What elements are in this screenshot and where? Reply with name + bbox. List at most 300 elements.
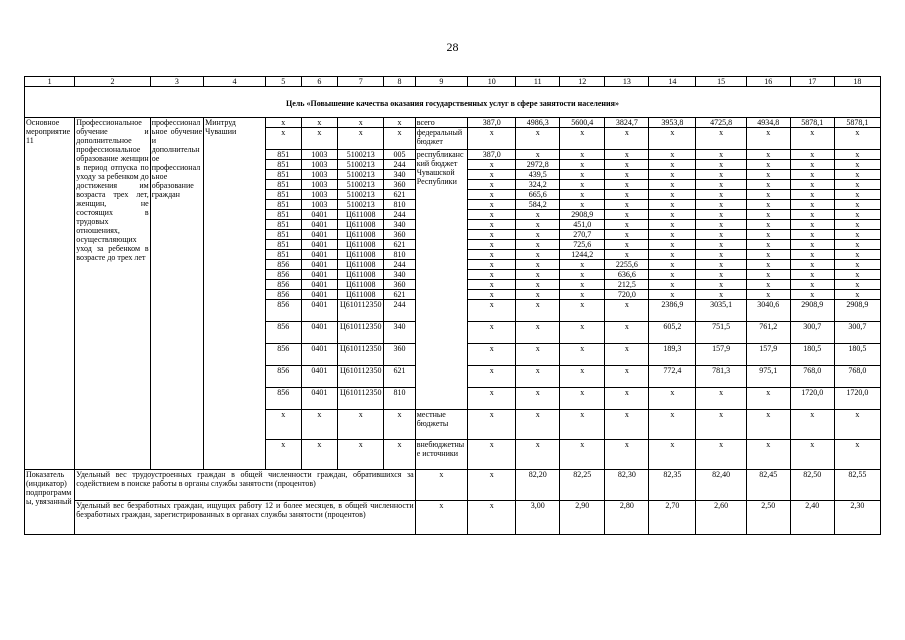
value-cell: х xyxy=(516,344,560,366)
expense-type-cell: 340 xyxy=(384,220,415,230)
value-cell: х xyxy=(746,280,790,290)
value-cell: х xyxy=(605,190,649,200)
value-cell: х xyxy=(605,220,649,230)
value-cell: х xyxy=(649,210,696,220)
header-cell: 11 xyxy=(516,77,560,87)
section-cell: 1003 xyxy=(301,150,338,160)
value-cell: х xyxy=(696,210,746,220)
value-cell: х xyxy=(468,410,516,440)
value-cell: х xyxy=(468,280,516,290)
value-cell: х xyxy=(468,180,516,190)
value-cell: х xyxy=(696,200,746,210)
value-cell: х xyxy=(516,230,560,240)
expense-type-cell: 244 xyxy=(384,160,415,170)
value-cell: х xyxy=(834,200,880,210)
expense-type-cell: 005 xyxy=(384,150,415,160)
header-cell: 6 xyxy=(301,77,338,87)
value-cell: х xyxy=(560,150,605,160)
section-cell: х xyxy=(301,410,338,440)
header-cell: 18 xyxy=(834,77,880,87)
value-cell: 439,5 xyxy=(516,170,560,180)
value-cell: 3953,8 xyxy=(649,118,696,128)
section-cell: 0401 xyxy=(301,270,338,280)
value-cell: х xyxy=(560,344,605,366)
value-cell: 300,7 xyxy=(834,322,880,344)
header-cell: 13 xyxy=(605,77,649,87)
target-article-cell: 5100213 xyxy=(338,190,384,200)
value-cell: 665,6 xyxy=(516,190,560,200)
indicator-value: 2,80 xyxy=(605,501,649,535)
value-cell: 768,0 xyxy=(834,366,880,388)
value-cell: х xyxy=(560,170,605,180)
value-cell: х xyxy=(790,200,834,210)
value-cell: х xyxy=(649,260,696,270)
header-cell: 3 xyxy=(150,77,203,87)
value-cell: х xyxy=(560,300,605,322)
target-article-cell: Ц611008 xyxy=(338,260,384,270)
value-cell: х xyxy=(516,128,560,150)
value-cell: х xyxy=(649,220,696,230)
funding-source: республиканский бюджет Чувашской Республики xyxy=(415,150,467,410)
funding-source: внебюджетные источники xyxy=(415,440,467,470)
value-cell: х xyxy=(649,270,696,280)
value-cell: х xyxy=(560,128,605,150)
value-cell: х xyxy=(516,290,560,300)
value-cell: х xyxy=(468,160,516,170)
value-cell: 387,0 xyxy=(468,150,516,160)
grbs-cell: 851 xyxy=(265,230,301,240)
target-article-cell: 5100213 xyxy=(338,160,384,170)
section-cell: 1003 xyxy=(301,160,338,170)
value-cell: х xyxy=(696,150,746,160)
value-cell: 157,9 xyxy=(696,344,746,366)
section-cell: 0401 xyxy=(301,322,338,344)
section-cell: 0401 xyxy=(301,344,338,366)
section-cell: 0401 xyxy=(301,290,338,300)
value-cell: х xyxy=(790,150,834,160)
value-cell: х xyxy=(834,210,880,220)
value-cell: х xyxy=(696,180,746,190)
expense-type-cell: х xyxy=(384,118,415,128)
expense-type-cell: х xyxy=(384,440,415,470)
section-cell: 0401 xyxy=(301,366,338,388)
value-cell: х xyxy=(746,230,790,240)
value-cell: 387,0 xyxy=(468,118,516,128)
value-cell: х xyxy=(468,322,516,344)
grbs-cell: 851 xyxy=(265,250,301,260)
target-article-cell: 5100213 xyxy=(338,200,384,210)
value-cell: 451,0 xyxy=(560,220,605,230)
goal-row xyxy=(25,87,881,118)
value-cell: х xyxy=(516,388,560,410)
value-cell: 180,5 xyxy=(790,344,834,366)
value-cell: 2908,9 xyxy=(790,300,834,322)
expense-type-cell: 360 xyxy=(384,230,415,240)
header-cell: 15 xyxy=(696,77,746,87)
value-cell: х xyxy=(746,180,790,190)
value-cell: х xyxy=(834,410,880,440)
value-cell: х xyxy=(468,260,516,270)
value-cell: х xyxy=(605,250,649,260)
expense-type-cell: 810 xyxy=(384,388,415,410)
header-cell: 9 xyxy=(415,77,467,87)
indicator-value: 2,70 xyxy=(649,501,696,535)
target-article-cell: 5100213 xyxy=(338,180,384,190)
value-cell: х xyxy=(790,240,834,250)
value-cell: х xyxy=(605,150,649,160)
goal-title: Цель «Повышение качества оказания государственных услуг в сфере занятости населения» xyxy=(25,87,881,118)
value-cell: х xyxy=(790,290,834,300)
value-cell: 761,2 xyxy=(746,322,790,344)
indicator-text: Удельный вес безработных граждан, ищущих работу 12 и более месяцев, в общей численности безработных граждан, зарегистрированных в органах службы занятости (процентов) xyxy=(75,501,415,535)
value-cell: х xyxy=(790,270,834,280)
value-cell: х xyxy=(834,290,880,300)
value-cell: х xyxy=(790,160,834,170)
value-cell: х xyxy=(649,240,696,250)
header-cell: 1 xyxy=(25,77,75,87)
header-cell: 10 xyxy=(468,77,516,87)
section-cell: 1003 xyxy=(301,170,338,180)
value-cell: х xyxy=(746,240,790,250)
section-cell: 1003 xyxy=(301,200,338,210)
value-cell: х xyxy=(649,250,696,260)
value-cell: 584,2 xyxy=(516,200,560,210)
section-cell: 0401 xyxy=(301,250,338,260)
indicator-cell: х xyxy=(415,501,467,535)
value-cell: х xyxy=(696,190,746,200)
expense-type-cell: 340 xyxy=(384,270,415,280)
value-cell: х xyxy=(834,280,880,290)
value-cell: 2255,6 xyxy=(605,260,649,270)
value-cell: х xyxy=(834,190,880,200)
grbs-cell: 851 xyxy=(265,180,301,190)
value-cell: х xyxy=(649,190,696,200)
value-cell: 4934,8 xyxy=(746,118,790,128)
value-cell: 4725,8 xyxy=(696,118,746,128)
value-cell: х xyxy=(790,220,834,230)
value-cell: х xyxy=(605,388,649,410)
indicator-value: 2,60 xyxy=(696,501,746,535)
value-cell: х xyxy=(468,230,516,240)
value-cell: х xyxy=(649,170,696,180)
expense-type-cell: 244 xyxy=(384,260,415,270)
value-cell: х xyxy=(696,160,746,170)
target-article-cell: Ц611008 xyxy=(338,210,384,220)
value-cell: х xyxy=(468,344,516,366)
value-cell: х xyxy=(516,250,560,260)
value-cell: 5878,1 xyxy=(790,118,834,128)
value-cell: х xyxy=(468,190,516,200)
value-cell: х xyxy=(468,250,516,260)
event-executor: Минтруд Чувашии xyxy=(204,118,266,470)
value-cell: 270,7 xyxy=(560,230,605,240)
value-cell: х xyxy=(746,128,790,150)
funding-source: федеральный бюджет xyxy=(415,128,467,150)
value-cell: х xyxy=(790,180,834,190)
expense-type-cell: 360 xyxy=(384,280,415,290)
value-cell: х xyxy=(834,150,880,160)
value-cell: х xyxy=(746,260,790,270)
value-cell: х xyxy=(746,270,790,280)
value-cell: х xyxy=(605,410,649,440)
value-cell: х xyxy=(696,290,746,300)
value-cell: х xyxy=(560,180,605,190)
value-cell: х xyxy=(605,440,649,470)
header-cell: 7 xyxy=(338,77,384,87)
value-cell: х xyxy=(746,440,790,470)
value-cell: х xyxy=(746,200,790,210)
grbs-cell: 856 xyxy=(265,388,301,410)
value-cell: х xyxy=(649,160,696,170)
value-cell: х xyxy=(649,440,696,470)
grbs-cell: х xyxy=(265,440,301,470)
expense-type-cell: 810 xyxy=(384,200,415,210)
grbs-cell: 851 xyxy=(265,200,301,210)
value-cell: х xyxy=(696,230,746,240)
value-cell: х xyxy=(468,170,516,180)
indicator-value: 82,25 xyxy=(560,470,605,501)
header-row xyxy=(25,77,881,87)
grbs-cell: 856 xyxy=(265,322,301,344)
indicator-cell: х xyxy=(415,470,467,501)
expense-type-cell: 360 xyxy=(384,180,415,190)
value-cell: х xyxy=(790,250,834,260)
value-cell: х xyxy=(790,190,834,200)
value-cell: х xyxy=(560,366,605,388)
table-body xyxy=(25,77,881,535)
value-cell: х xyxy=(790,440,834,470)
grbs-cell: 851 xyxy=(265,190,301,200)
table-row xyxy=(25,118,881,128)
section-cell: 0401 xyxy=(301,210,338,220)
value-cell: 605,2 xyxy=(649,322,696,344)
target-article-cell: Ц611008 xyxy=(338,270,384,280)
indicator-value: 82,30 xyxy=(605,470,649,501)
target-article-cell: 5100213 xyxy=(338,150,384,160)
value-cell: 1720,0 xyxy=(834,388,880,410)
value-cell: х xyxy=(560,280,605,290)
value-cell: х xyxy=(605,128,649,150)
value-cell: х xyxy=(649,150,696,160)
value-cell: х xyxy=(516,440,560,470)
target-article-cell: Ц610112350 xyxy=(338,344,384,366)
value-cell: х xyxy=(649,280,696,290)
value-cell: 781,3 xyxy=(696,366,746,388)
value-cell: 3040,6 xyxy=(746,300,790,322)
budget-table xyxy=(24,76,881,535)
target-article-cell: х xyxy=(338,410,384,440)
value-cell: х xyxy=(605,180,649,190)
target-article-cell: Ц610112350 xyxy=(338,322,384,344)
value-cell: х xyxy=(834,230,880,240)
indicator-value: 82,45 xyxy=(746,470,790,501)
value-cell: х xyxy=(516,322,560,344)
value-cell: х xyxy=(834,250,880,260)
value-cell: 2386,9 xyxy=(649,300,696,322)
grbs-cell: 856 xyxy=(265,260,301,270)
value-cell: х xyxy=(468,200,516,210)
grbs-cell: 851 xyxy=(265,170,301,180)
value-cell: 2908,9 xyxy=(560,210,605,220)
section-cell: 0401 xyxy=(301,260,338,270)
value-cell: х xyxy=(605,322,649,344)
value-cell: х xyxy=(516,366,560,388)
expense-type-cell: 244 xyxy=(384,300,415,322)
expense-type-cell: 621 xyxy=(384,190,415,200)
value-cell: 212,5 xyxy=(605,280,649,290)
value-cell: 300,7 xyxy=(790,322,834,344)
target-article-cell: Ц611008 xyxy=(338,220,384,230)
value-cell: х xyxy=(834,128,880,150)
indicator-value: 3,00 xyxy=(516,501,560,535)
header-cell: 17 xyxy=(790,77,834,87)
value-cell: х xyxy=(516,270,560,280)
expense-type-cell: х xyxy=(384,128,415,150)
value-cell: х xyxy=(605,170,649,180)
value-cell: 636,6 xyxy=(605,270,649,280)
value-cell: 2972,8 xyxy=(516,160,560,170)
value-cell: 2908,9 xyxy=(834,300,880,322)
value-cell: х xyxy=(696,128,746,150)
value-cell: х xyxy=(834,220,880,230)
value-cell: х xyxy=(696,270,746,280)
value-cell: х xyxy=(605,366,649,388)
value-cell: х xyxy=(560,440,605,470)
value-cell: х xyxy=(790,128,834,150)
indicator-value: 82,20 xyxy=(516,470,560,501)
target-article-cell: х xyxy=(338,440,384,470)
header-cell: 16 xyxy=(746,77,790,87)
indicator-value: 2,50 xyxy=(746,501,790,535)
value-cell: х xyxy=(560,290,605,300)
value-cell: х xyxy=(468,210,516,220)
section-cell: х xyxy=(301,128,338,150)
value-cell: х xyxy=(605,344,649,366)
grbs-cell: 856 xyxy=(265,290,301,300)
section-cell: 0401 xyxy=(301,230,338,240)
value-cell: х xyxy=(649,410,696,440)
grbs-cell: 856 xyxy=(265,300,301,322)
expense-type-cell: 340 xyxy=(384,322,415,344)
section-cell: х xyxy=(301,440,338,470)
value-cell: х xyxy=(696,170,746,180)
target-article-cell: х xyxy=(338,118,384,128)
value-cell: 157,9 xyxy=(746,344,790,366)
funding-source: местные бюджеты xyxy=(415,410,467,440)
section-cell: 0401 xyxy=(301,220,338,230)
grbs-cell: 851 xyxy=(265,150,301,160)
value-cell: х xyxy=(468,300,516,322)
indicator-label: Показатель (индикатор) подпрограммы, увязанный xyxy=(25,470,75,535)
value-cell: х xyxy=(605,240,649,250)
value-cell: х xyxy=(834,440,880,470)
value-cell: 725,6 xyxy=(560,240,605,250)
section-cell: 0401 xyxy=(301,388,338,410)
value-cell: 189,3 xyxy=(649,344,696,366)
grbs-cell: 851 xyxy=(265,220,301,230)
target-article-cell: Ц611008 xyxy=(338,230,384,240)
indicator-value: 82,35 xyxy=(649,470,696,501)
value-cell: х xyxy=(649,128,696,150)
value-cell: х xyxy=(560,260,605,270)
value-cell: х xyxy=(468,290,516,300)
section-cell: 0401 xyxy=(301,280,338,290)
value-cell: х xyxy=(790,260,834,270)
value-cell: х xyxy=(834,170,880,180)
value-cell: х xyxy=(468,440,516,470)
target-article-cell: 5100213 xyxy=(338,170,384,180)
value-cell: х xyxy=(746,290,790,300)
expense-type-cell: 810 xyxy=(384,250,415,260)
value-cell: х xyxy=(746,250,790,260)
indicator-text: Удельный вес трудоустроенных граждан в общей численности граждан, обратившихся за содействием в поиске работы в органы службы занятости (процентов) xyxy=(75,470,415,501)
value-cell: х xyxy=(468,366,516,388)
value-cell: х xyxy=(790,410,834,440)
grbs-cell: х xyxy=(265,128,301,150)
value-cell: х xyxy=(605,300,649,322)
section-cell: 0401 xyxy=(301,240,338,250)
value-cell: х xyxy=(834,260,880,270)
header-cell: 4 xyxy=(204,77,266,87)
value-cell: 4986,3 xyxy=(516,118,560,128)
expense-type-cell: 244 xyxy=(384,210,415,220)
target-article-cell: х xyxy=(338,128,384,150)
value-cell: х xyxy=(560,200,605,210)
target-article-cell: Ц611008 xyxy=(338,280,384,290)
value-cell: 1720,0 xyxy=(790,388,834,410)
value-cell: х xyxy=(516,280,560,290)
value-cell: х xyxy=(834,240,880,250)
grbs-cell: 851 xyxy=(265,210,301,220)
header-cell: 14 xyxy=(649,77,696,87)
indicator-row xyxy=(25,470,881,501)
value-cell: х xyxy=(468,270,516,280)
value-cell: х xyxy=(516,220,560,230)
value-cell: х xyxy=(649,230,696,240)
section-cell: 1003 xyxy=(301,190,338,200)
value-cell: х xyxy=(746,170,790,180)
section-cell: 1003 xyxy=(301,180,338,190)
event-status: Основное мероприятие 11 xyxy=(25,118,75,470)
value-cell: х xyxy=(560,190,605,200)
value-cell: х xyxy=(790,280,834,290)
value-cell: х xyxy=(468,220,516,230)
value-cell: 324,2 xyxy=(516,180,560,190)
value-cell: х xyxy=(649,200,696,210)
value-cell: х xyxy=(560,410,605,440)
target-article-cell: Ц610112350 xyxy=(338,300,384,322)
grbs-cell: 856 xyxy=(265,366,301,388)
value-cell: х xyxy=(746,210,790,220)
value-cell: х xyxy=(516,150,560,160)
funding-source: всего xyxy=(415,118,467,128)
value-cell: х xyxy=(696,280,746,290)
indicator-value: 82,55 xyxy=(834,470,880,501)
grbs-cell: х xyxy=(265,410,301,440)
target-article-cell: Ц610112350 xyxy=(338,388,384,410)
value-cell: 975,1 xyxy=(746,366,790,388)
value-cell: х xyxy=(560,322,605,344)
value-cell: х xyxy=(790,230,834,240)
indicator-row xyxy=(25,501,881,535)
indicator-value: 82,50 xyxy=(790,470,834,501)
grbs-cell: 856 xyxy=(265,280,301,290)
indicator-value: 2,30 xyxy=(834,501,880,535)
target-article-cell: Ц611008 xyxy=(338,250,384,260)
value-cell: 3035,1 xyxy=(696,300,746,322)
value-cell: 768,0 xyxy=(790,366,834,388)
value-cell: х xyxy=(746,150,790,160)
